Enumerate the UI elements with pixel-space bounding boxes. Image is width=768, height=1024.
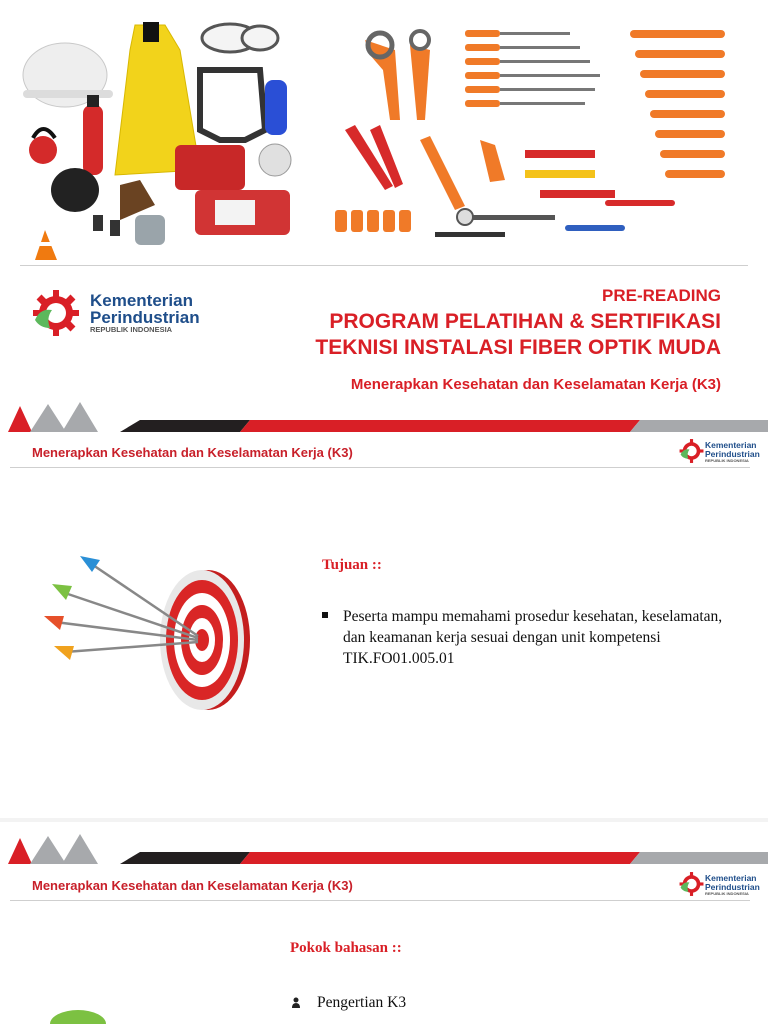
header-logo	[678, 438, 758, 464]
header-logo-line-1: Kementerian	[705, 440, 757, 450]
header-logo-line-2: Perindustrian	[705, 449, 760, 459]
logo-line-3: REPUBLIK INDONESIA	[90, 325, 173, 334]
header-logo-line-1: Kementerian	[705, 873, 757, 883]
pokok-heading: Pokok bahasan ::	[290, 940, 402, 956]
cover-subtitle: Menerapkan Kesehatan dan Keselamatan Kerja (K3)	[350, 376, 721, 393]
pokok-list-item: Pengertian K3	[317, 994, 407, 1011]
insulated-tools-image	[325, 10, 745, 260]
cover-divider	[20, 265, 748, 266]
header-divider	[10, 467, 750, 468]
slide-header-title: Menerapkan Kesehatan dan Keselamatan Kerja (K3)	[32, 878, 353, 893]
header-logo-line-3: REPUBLIK INDONESIA	[705, 458, 749, 463]
program-title-line-1: PROGRAM PELATIHAN & SERTIFIKASI	[329, 310, 721, 333]
logo-line-2: Perindustrian	[90, 308, 200, 327]
ppe-equipment-image	[15, 10, 315, 260]
gear-logo-icon	[678, 438, 704, 464]
program-title-line-2: TEKNISI INSTALASI FIBER OPTIK MUDA	[315, 336, 721, 359]
slide-header-band	[0, 822, 768, 866]
person-bullet-icon	[291, 997, 301, 1008]
tujuan-bullet-text: Peserta mampu memahami prosedur kesehatan, keselamatan, dan keamanan kerja sesuai dengan unit kompetensi TIK.FO01.005.01	[343, 608, 723, 667]
tujuan-slide	[0, 400, 768, 818]
green-decoration	[48, 1004, 108, 1024]
gear-logo-icon	[678, 871, 704, 897]
header-logo	[678, 871, 758, 897]
header-logo-line-3: REPUBLIK INDONESIA	[705, 891, 749, 896]
pokok-bahasan-slide	[0, 822, 768, 1024]
square-bullet-icon	[322, 612, 328, 618]
header-logo-line-2: Perindustrian	[705, 882, 760, 892]
target-arrows-icon	[40, 548, 255, 713]
cover-slide	[0, 0, 768, 400]
header-divider	[10, 900, 750, 901]
gear-logo-icon	[30, 288, 80, 338]
logo-line-1: Kementerian	[90, 291, 193, 310]
slide-header-title: Menerapkan Kesehatan dan Keselamatan Kerja (K3)	[32, 445, 353, 460]
slide-header-band	[0, 400, 768, 434]
tujuan-heading: Tujuan ::	[322, 557, 382, 573]
kemenperin-logo	[30, 288, 200, 336]
pre-reading-label: PRE-READING	[601, 286, 721, 305]
